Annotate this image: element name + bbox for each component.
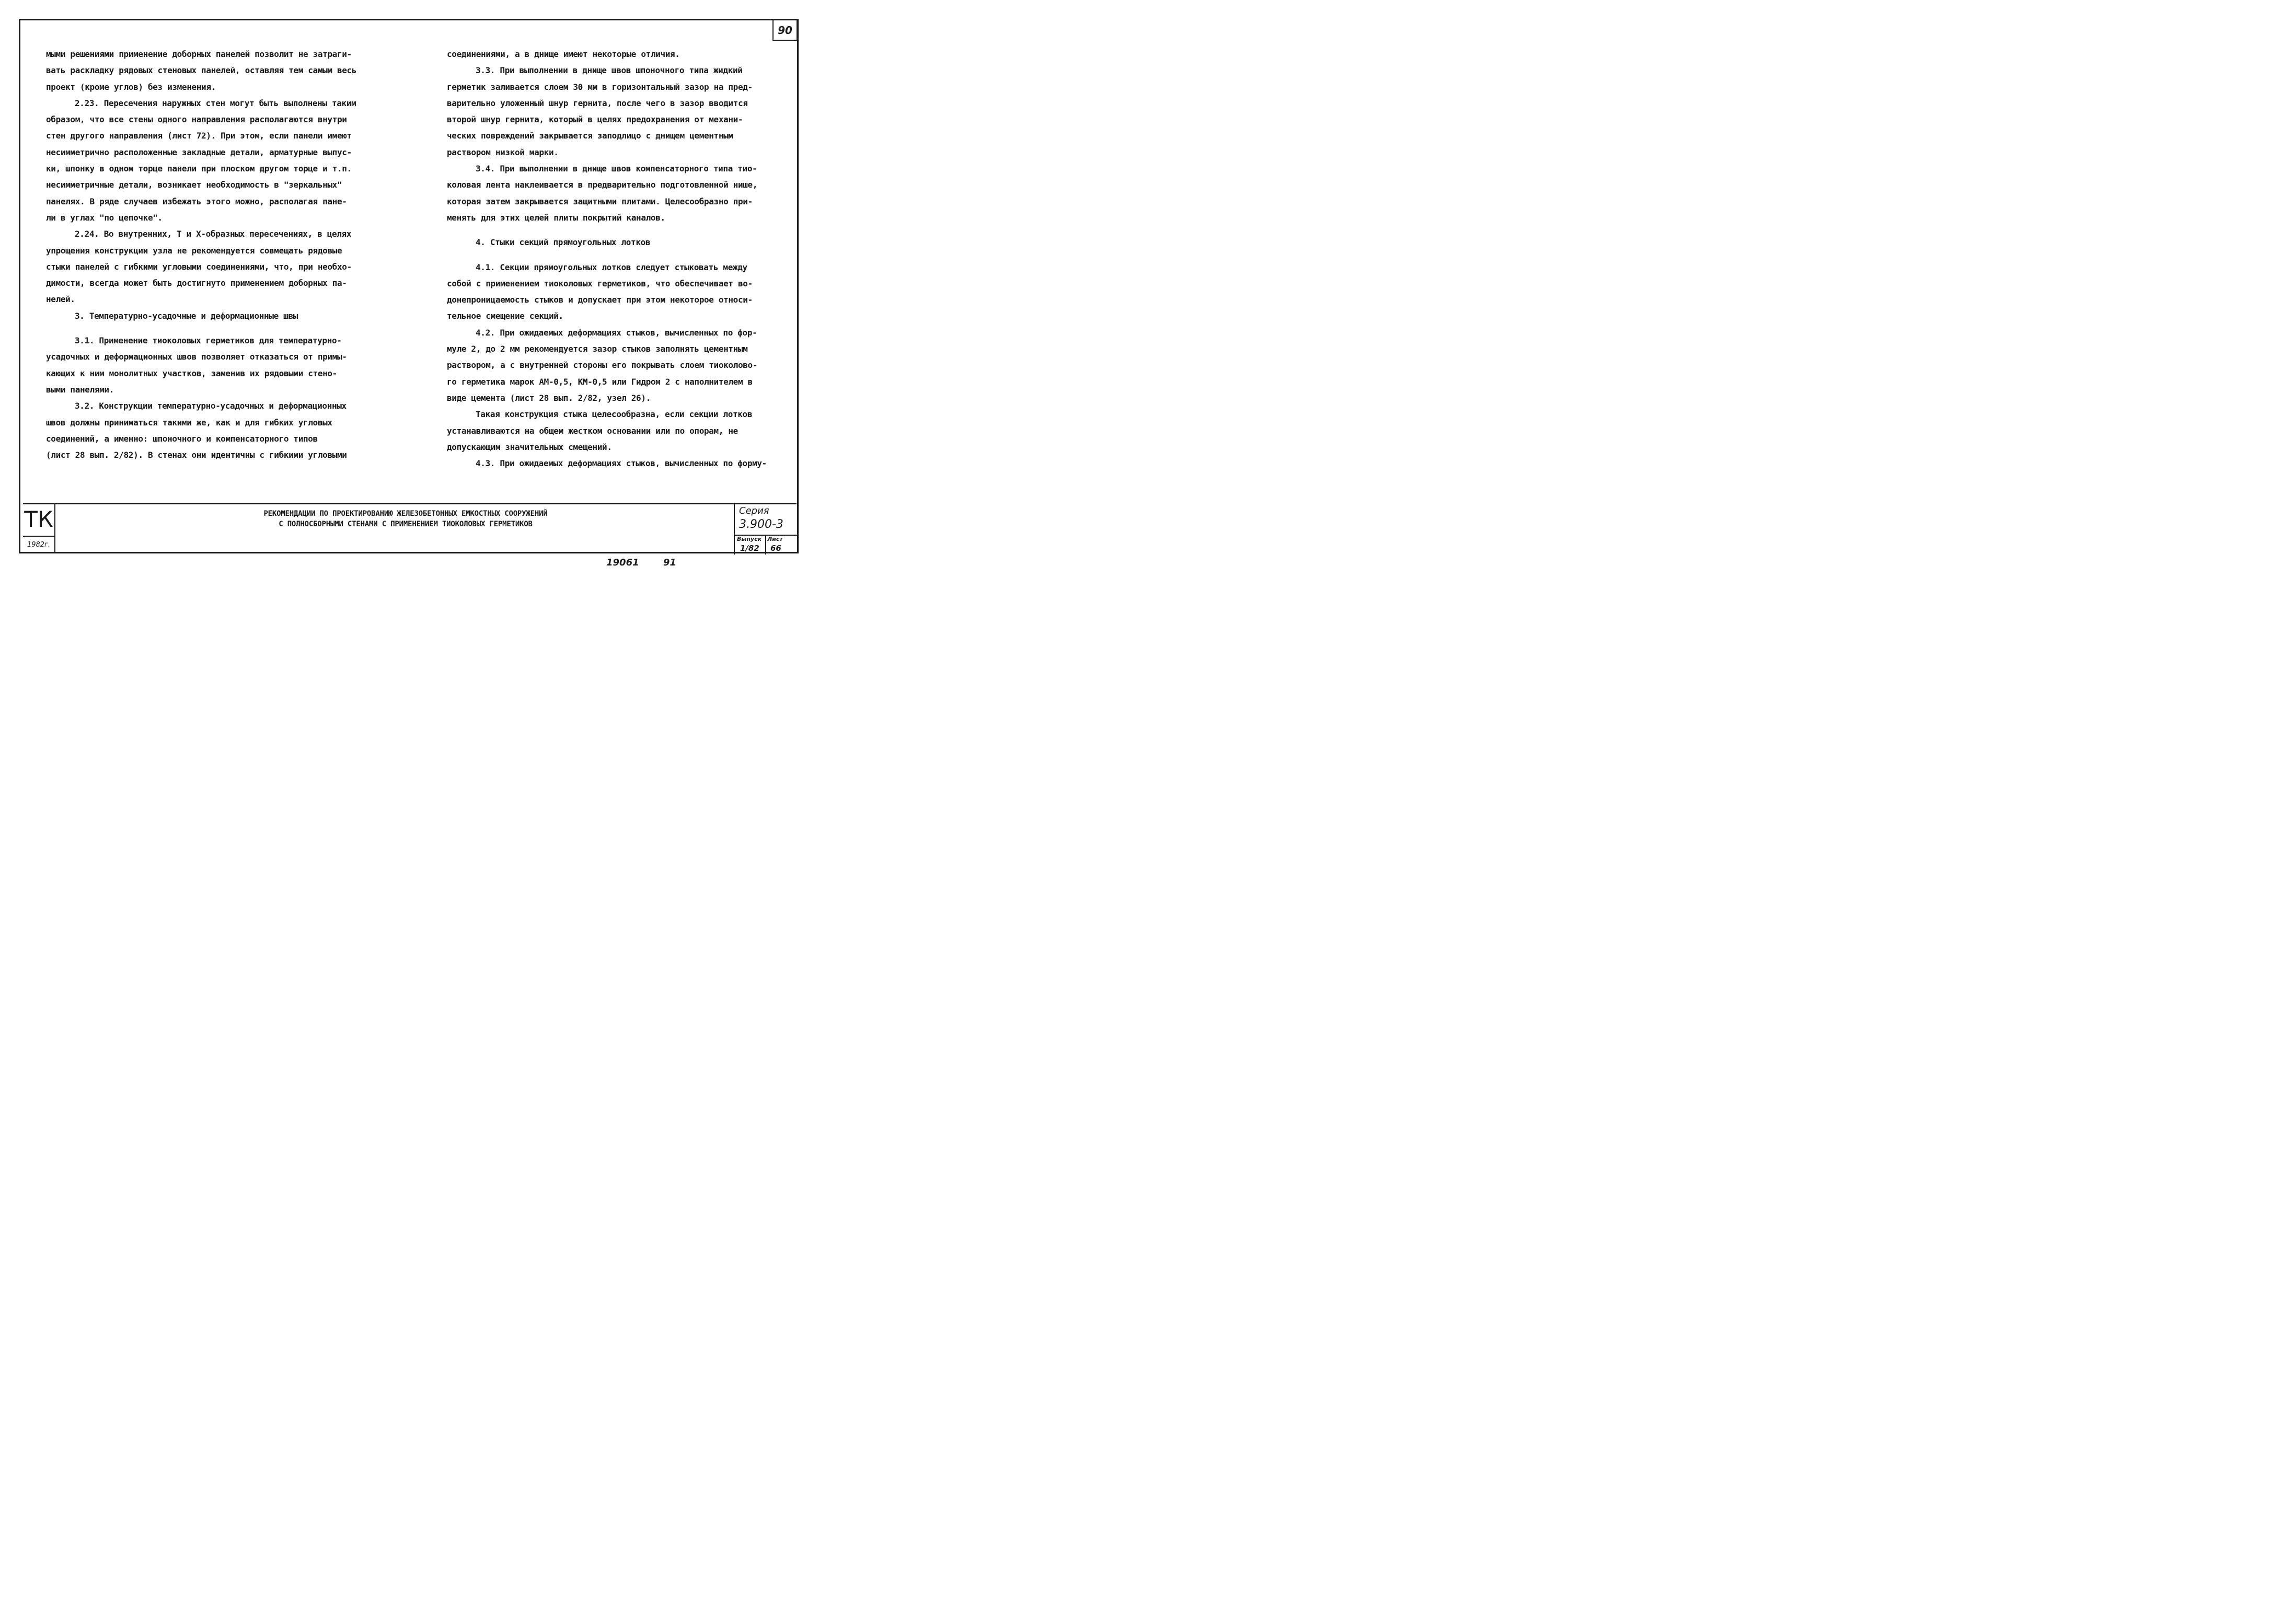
stamp-issue-cell [734, 536, 766, 555]
text-line: го герметика марок АМ-0,5, КМ-0,5 или Гидром 2 с наполнителем в [447, 376, 753, 387]
text-line: раствором, а с внутренней стороны его покрывать слоем тиоколово- [447, 360, 758, 371]
text-line: вать раскладку рядовых стеновых панелей, оставляя тем самым весь [46, 65, 357, 76]
text-line: кающих к ним монолитных участков, заменив их рядовыми стено- [46, 368, 337, 378]
text-line: ческих повреждений закрывается заподлицо с днищем цементным [447, 131, 733, 141]
text-line: Такая конструкция стыка целесообразна, если секции лотков [476, 409, 753, 420]
text-line: менять для этих целей плиты покрытий каналов. [447, 212, 665, 223]
text-line: донепроницаемость стыков и допускает при этом некоторое относи- [447, 295, 753, 305]
stamp-title-line2: С ПОЛНОСБОРНЫМИ СТЕНАМИ С ПРИМЕНЕНИЕМ ТИОКОЛОВЫХ ГЕРМЕТИКОВ [279, 520, 533, 528]
text-line: проект (кроме углов) без изменения. [46, 82, 216, 92]
text-line: тельное смещение секций. [447, 311, 563, 321]
text-line: стен другого направления (лист 72). При этом, если панели имеют [46, 131, 352, 141]
series-value: 3.900-3 [739, 518, 783, 531]
right-text-column [447, 46, 789, 471]
text-line: 2.23. Пересечения наружных стен могут быть выполнены таким [75, 98, 356, 108]
text-line: 3.3. При выполнении в днище швов шпоночного типа жидкий [476, 65, 743, 76]
sheet-label: Лист [767, 536, 783, 542]
stamp-year: 1982г. [23, 537, 55, 553]
text-line: 4.2. При ожидаемых деформациях стыков, вычисленных по фор- [476, 327, 757, 338]
stamp-org: ТК [23, 504, 55, 537]
text-line: виде цемента (лист 28 вып. 2/82, узел 26). [447, 392, 651, 403]
stamp-title-line1: РЕКОМЕНДАЦИИ ПО ПРОЕКТИРОВАНИЮ ЖЕЛЕЗОБЕТОННЫХ ЕМКОСТНЫХ СООРУЖЕНИЙ [263, 510, 548, 518]
text-line: выми панелями. [46, 384, 114, 395]
text-line: варительно уложенный шнур гернита, после чего в зазор вводится [447, 98, 748, 108]
bottom-number: 19061 [606, 557, 639, 568]
text-line: панелях. В ряде случаев избежать этого можно, располагая пане- [46, 196, 347, 206]
left-text-column [46, 46, 380, 463]
text-line: герметик заливается слоем 30 мм в горизонтальный зазор на пред- [447, 82, 753, 92]
text-line: муле 2, до 2 мм рекомендуется зазор стыков заполнять цементным [447, 344, 748, 354]
text-line: 3.2. Конструкции температурно-усадочных и деформационных [75, 401, 347, 411]
text-line: упрощения конструкции узла не рекомендуется совмещать рядовые [46, 245, 342, 256]
issue-value: 1/82 [740, 544, 759, 553]
series-label: Серия [739, 505, 769, 516]
text-line: 4. Стыки секций прямоугольных лотков [476, 237, 651, 248]
page-number: 90 [772, 19, 798, 41]
text-line: допускающим значительных смещений. [447, 442, 612, 452]
bottom-number: 91 [663, 557, 676, 568]
title-block [23, 503, 797, 555]
text-line: 3. Температурно-усадочные и деформационные швы [75, 310, 298, 321]
issue-label: Выпуск [737, 536, 762, 542]
text-line: швов должны приниматься такими же, как и для гибких угловых [46, 417, 332, 428]
text-line: которая затем закрывается защитными плитами. Целесообразно при- [447, 196, 753, 206]
text-line: соединений, а именно: шпоночного и компенсаторного типов [46, 433, 318, 444]
text-line: соединениями, а в днище имеют некоторые отличия. [447, 49, 680, 59]
text-line: собой с применением тиоколовых герметиков, что обеспечивает во- [447, 278, 753, 288]
text-line: ли в углах "по цепочке". [46, 212, 163, 223]
text-line: образом, что все стены одного направления располагаются внутри [46, 114, 347, 125]
text-line: 2.24. Во внутренних, Т и Х-образных пересечениях, в целях [75, 229, 352, 239]
text-line: 3.1. Применение тиоколовых герметиков для температурно- [75, 336, 342, 346]
text-line: несимметричные детали, возникает необходимость в "зеркальных" [46, 180, 342, 190]
text-line: мыми решениями применение доборных панелей позволит не затраги- [46, 49, 352, 59]
text-line: коловая лента наклеивается в предварительно подготовленной нише, [447, 180, 758, 190]
text-line: ки, шпонку в одном торце панели при плоском другом торце и т.п. [46, 164, 352, 174]
text-line: нелей. [46, 294, 75, 305]
text-line: устанавливаются на общем жестком основании или по опорам, не [447, 425, 738, 436]
text-line: несимметрично расположенные закладные детали, арматурные выпус- [46, 147, 352, 157]
text-line: второй шнур гернита, который в целях предохранения от механи- [447, 114, 743, 125]
stamp-title [55, 509, 756, 529]
text-line: 3.4. При выполнении в днище швов компенсаторного типа тио- [476, 164, 757, 174]
bottom-handwritten-numbers [606, 557, 697, 568]
stamp-sheet-cell [765, 536, 797, 555]
text-line: раствором низкой марки. [447, 147, 559, 157]
text-line: (лист 28 вып. 2/82). В стенах они идентичны с гибкими угловыми [46, 450, 347, 460]
text-line: димости, всегда может быть достигнуто применением доборных па- [46, 278, 347, 288]
text-line: 4.3. При ожидаемых деформациях стыков, вычисленных по форму- [476, 458, 767, 469]
sheet-value: 66 [770, 544, 781, 553]
stamp-series-cell [734, 504, 798, 536]
text-line: усадочных и деформационных швов позволяет отказаться от примы- [46, 352, 347, 362]
text-line: 4.1. Секции прямоугольных лотков следует стыковать между [476, 262, 747, 272]
text-line: стыки панелей с гибкими угловыми соединениями, что, при необхо- [46, 261, 352, 272]
